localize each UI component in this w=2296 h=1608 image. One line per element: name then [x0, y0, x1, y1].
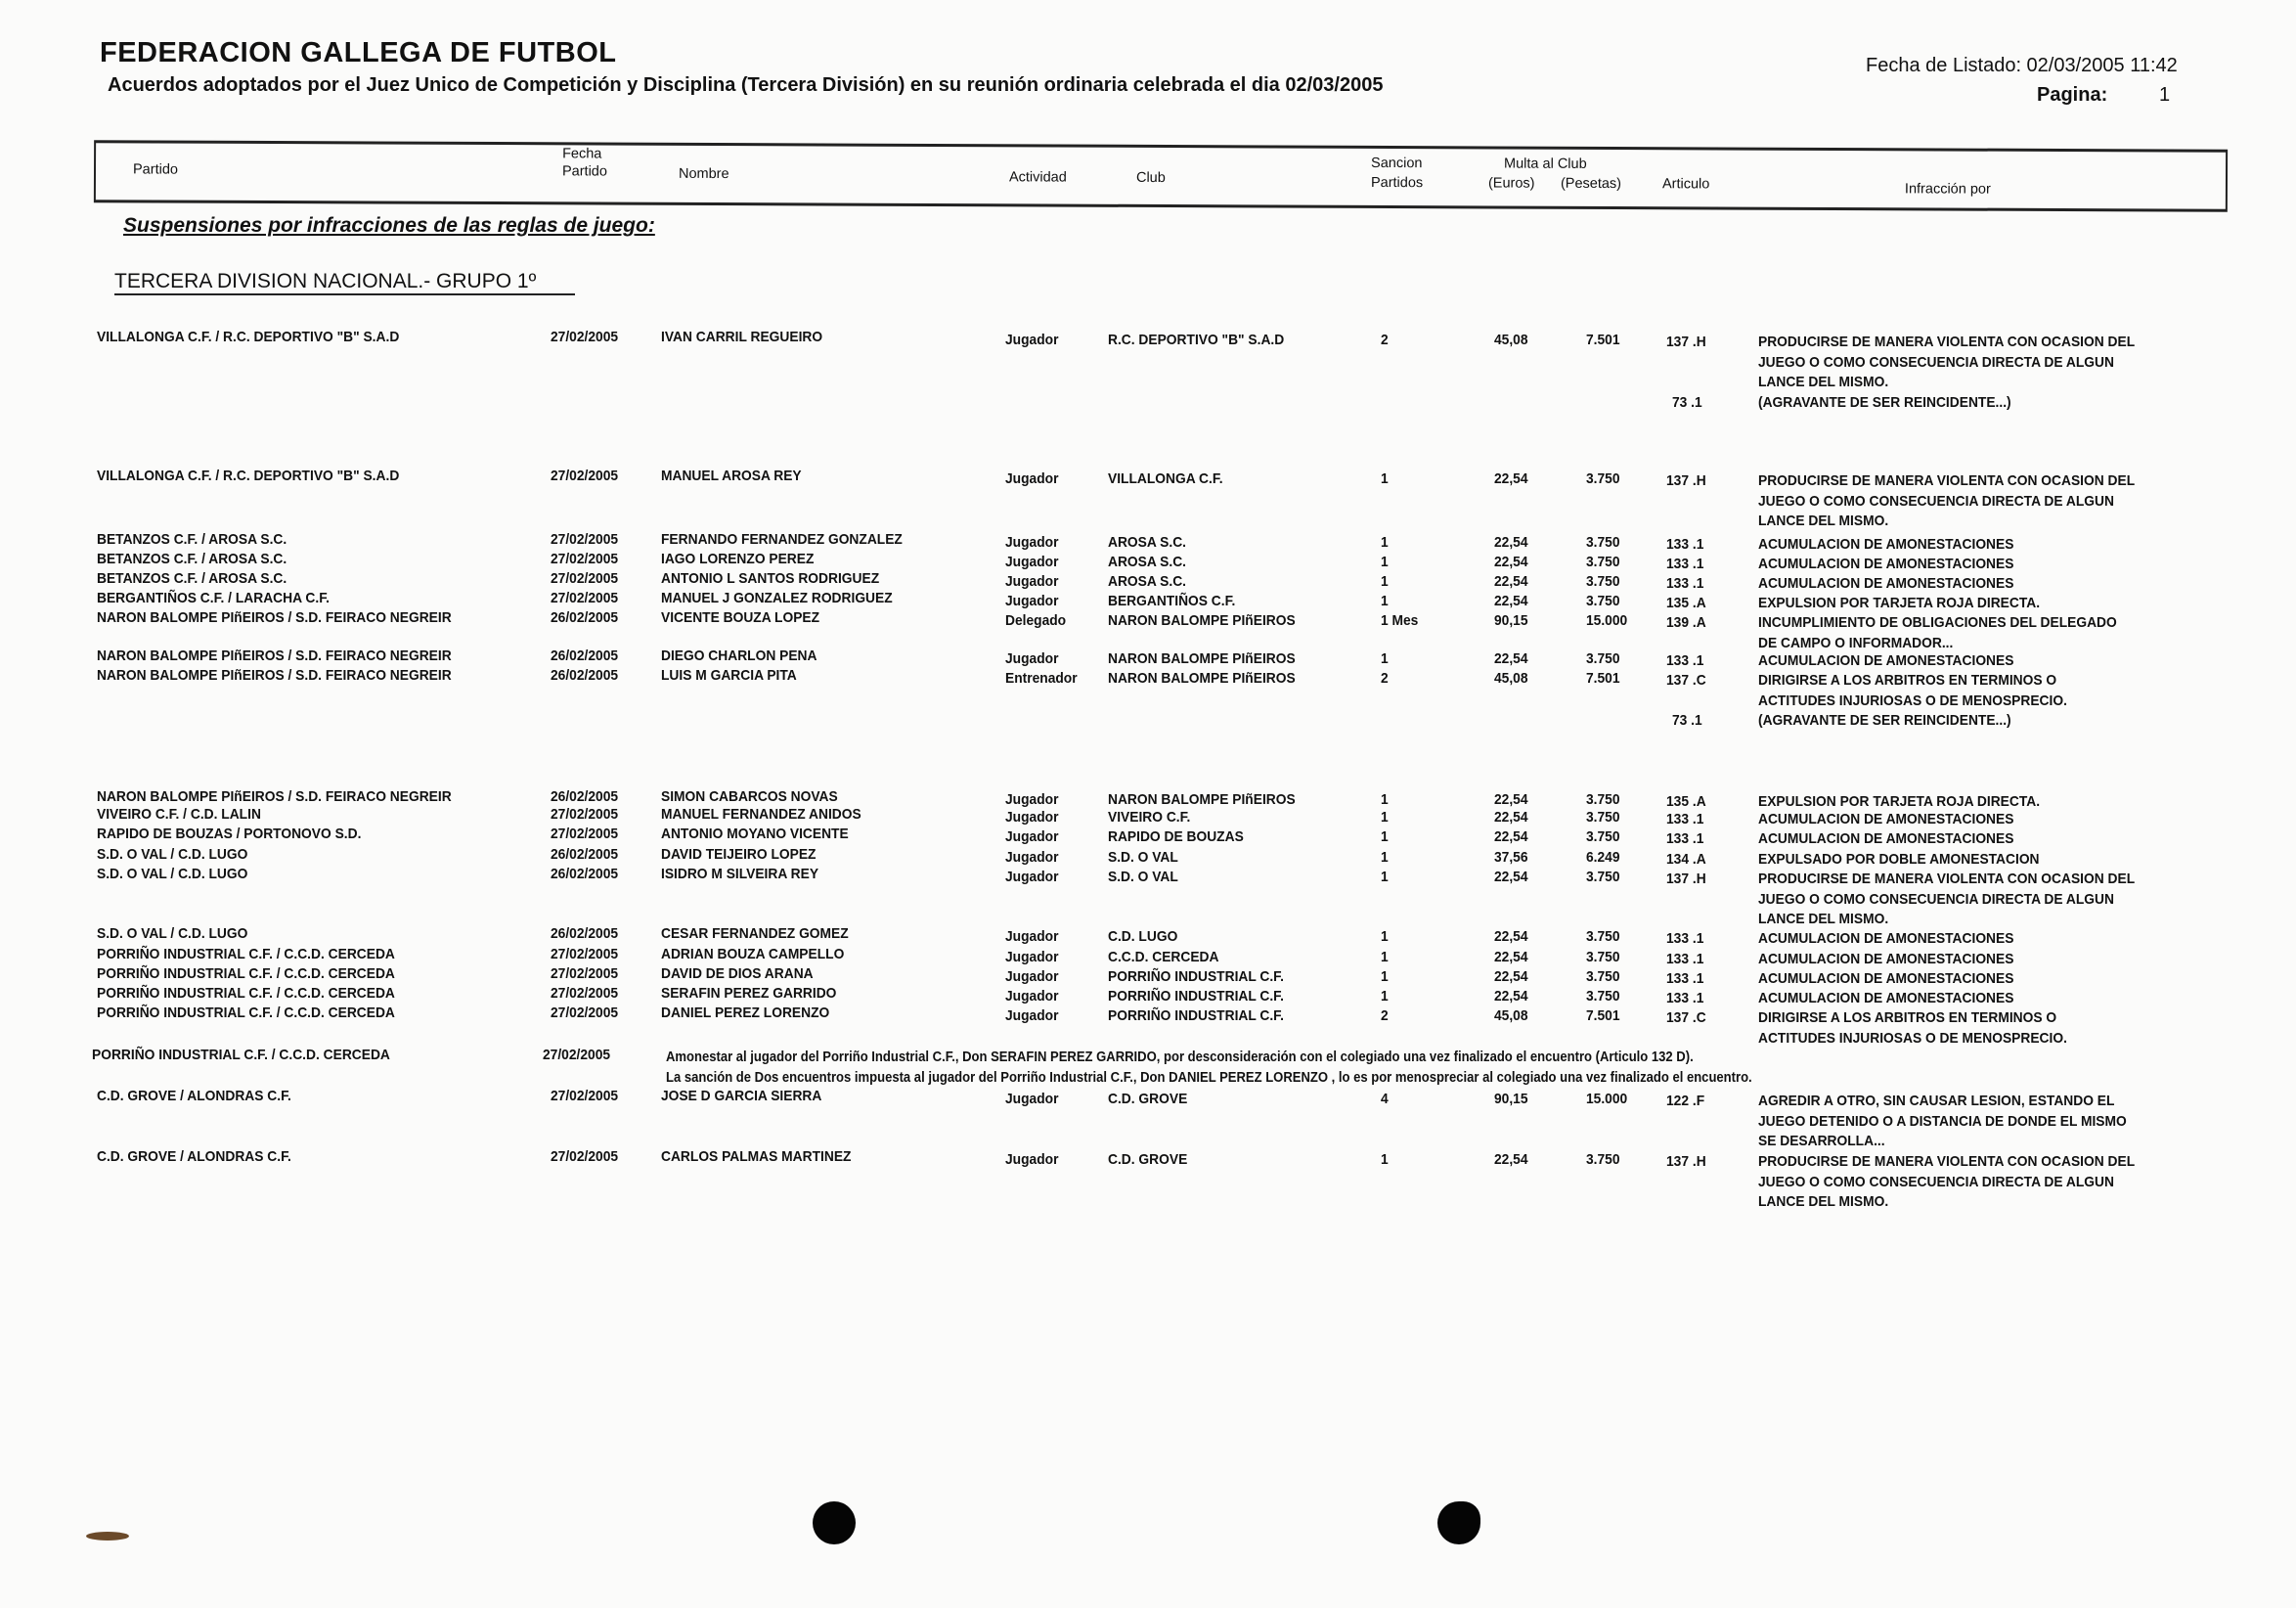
cell-infraccion-line: DIRIGIRSE A LOS ARBITROS EN TERMINOS O — [1758, 672, 2057, 689]
cell-sancion: 1 — [1381, 849, 1389, 866]
cell-actividad: Jugador — [1005, 849, 1059, 866]
cell-euros: 22,54 — [1494, 534, 1528, 551]
cell-partido: PORRIÑO INDUSTRIAL C.F. / C.C.D. CERCEDA — [97, 985, 395, 1002]
cell-infraccion-line: JUEGO O COMO CONSECUENCIA DIRECTA DE ALGUN — [1758, 890, 2114, 908]
cell-actividad: Jugador — [1005, 928, 1059, 945]
note-line: La sanción de Dos encuentros impuesta al jugador del Porriño Industrial C.F., Don DANIEL PEREZ LORENZO , lo es por menospreciar al colegiado una vez finalizado el encuentro. — [666, 1070, 1752, 1086]
punch-hole — [813, 1501, 856, 1544]
federation-title: FEDERACION GALLEGA DE FUTBOL — [100, 37, 617, 68]
cell-infraccion-line: ACUMULACION DE AMONESTACIONES — [1758, 811, 2014, 827]
cell-club: AROSA S.C. — [1108, 534, 1186, 551]
cell-sancion: 1 — [1381, 650, 1389, 667]
cell-infraccion-line: PRODUCIRSE DE MANERA VIOLENTA CON OCASION DEL — [1758, 871, 2136, 887]
cell-club: S.D. O VAL — [1108, 849, 1178, 866]
cell-euros: 90,15 — [1494, 1091, 1528, 1107]
cell-sancion: 1 — [1381, 809, 1389, 826]
note-partido: PORRIÑO INDUSTRIAL C.F. / C.C.D. CERCEDA — [92, 1047, 390, 1063]
cell-pesetas: 3.750 — [1586, 593, 1620, 609]
cell-partido: C.D. GROVE / ALONDRAS C.F. — [97, 1088, 291, 1104]
cell-sancion: 1 — [1381, 1151, 1389, 1168]
cell-euros: 22,54 — [1494, 470, 1528, 487]
cell-euros: 22,54 — [1494, 968, 1528, 985]
cell-infraccion-line: ACUMULACION DE AMONESTACIONES — [1758, 575, 2014, 592]
cell-articulo: 137 .H — [1666, 1153, 1706, 1170]
cell-fecha: 27/02/2005 — [551, 329, 619, 345]
cell-infraccion-line: (AGRAVANTE DE SER REINCIDENTE...) — [1758, 393, 2011, 411]
cell-nombre: DIEGO CHARLON PENA — [661, 648, 817, 664]
cell-sancion: 1 Mes — [1381, 612, 1419, 629]
cell-sancion: 1 — [1381, 928, 1389, 945]
cell-infraccion-line: DIRIGIRSE A LOS ARBITROS EN TERMINOS O — [1758, 1009, 2057, 1026]
cell-sancion: 1 — [1381, 593, 1389, 609]
cell-infraccion-line: PRODUCIRSE DE MANERA VIOLENTA CON OCASION DEL — [1758, 472, 2136, 489]
cell-euros: 45,08 — [1494, 1007, 1528, 1024]
cell-club: S.D. O VAL — [1108, 869, 1178, 885]
cell-euros: 22,54 — [1494, 791, 1528, 808]
cell-pesetas: 3.750 — [1586, 968, 1620, 985]
cell-articulo: 133 .1 — [1666, 652, 1704, 669]
cell-sancion: 2 — [1381, 1007, 1389, 1024]
cell-club: VILLALONGA C.F. — [1108, 470, 1223, 487]
note-line: Amonestar al jugador del Porriño Industrial C.F., Don SERAFIN PEREZ GARRIDO, por desconsideración con el colegiado una vez finalizado el encuentro (Articulo 132 D). — [666, 1050, 1694, 1065]
cell-sancion: 1 — [1381, 869, 1389, 885]
cell-infraccion-line: DE CAMPO O INFORMADOR... — [1758, 634, 1954, 651]
cell-articulo: 73 .1 — [1672, 712, 1702, 729]
cell-actividad: Jugador — [1005, 949, 1059, 965]
cell-nombre: LUIS M GARCIA PITA — [661, 667, 797, 684]
cell-infraccion-line: ACUMULACION DE AMONESTACIONES — [1758, 930, 2014, 947]
cell-sancion: 1 — [1381, 988, 1389, 1005]
cell-infraccion-line: (AGRAVANTE DE SER REINCIDENTE...) — [1758, 712, 2011, 729]
cell-euros: 22,54 — [1494, 988, 1528, 1005]
cell-club: R.C. DEPORTIVO "B" S.A.D — [1108, 332, 1285, 348]
cell-pesetas: 3.750 — [1586, 470, 1620, 487]
listing-date: Fecha de Listado: 02/03/2005 11:42 — [1866, 55, 2178, 76]
cell-sancion: 1 — [1381, 791, 1389, 808]
cell-club: NARON BALOMPE PIñEIROS — [1108, 612, 1296, 629]
cell-club: C.C.D. CERCEDA — [1108, 949, 1219, 965]
cell-infraccion-line: ACTITUDES INJURIOSAS O DE MENOSPRECIO. — [1758, 692, 2067, 709]
cell-pesetas: 3.750 — [1586, 949, 1620, 965]
cell-partido: PORRIÑO INDUSTRIAL C.F. / C.C.D. CERCEDA — [97, 965, 395, 982]
cell-nombre: CESAR FERNANDEZ GOMEZ — [661, 925, 849, 942]
cell-infraccion-line: SE DESARROLLA... — [1758, 1133, 1885, 1149]
cell-nombre: DANIEL PEREZ LORENZO — [661, 1005, 830, 1021]
cell-nombre: SERAFIN PEREZ GARRIDO — [661, 985, 837, 1002]
cell-infraccion-line: JUEGO O COMO CONSECUENCIA DIRECTA DE ALGUN — [1758, 353, 2114, 371]
cell-nombre: ADRIAN BOUZA CAMPELLO — [661, 946, 845, 962]
col-articulo: Articulo — [1661, 176, 1710, 193]
col-club: Club — [1135, 169, 1166, 187]
cell-nombre: SIMON CABARCOS NOVAS — [661, 788, 838, 805]
group-title: TERCERA DIVISION NACIONAL.- GRUPO 1º — [114, 270, 575, 295]
cell-fecha: 27/02/2005 — [551, 468, 619, 484]
cell-pesetas: 3.750 — [1586, 650, 1620, 667]
cell-articulo: 133 .1 — [1666, 930, 1704, 947]
cell-articulo: 133 .1 — [1666, 970, 1704, 987]
cell-nombre: MANUEL AROSA REY — [661, 468, 802, 484]
page-label: Pagina: — [2037, 84, 2108, 106]
document-subtitle: Acuerdos adoptados por el Juez Unico de Competición y Disciplina (Tercera División) en su reunión ordinaria celebrada el dia 02/03/2005 — [108, 74, 1384, 96]
cell-infraccion-line: EXPULSION POR TARJETA ROJA DIRECTA. — [1758, 595, 2041, 611]
cell-fecha: 26/02/2005 — [551, 925, 619, 942]
cell-infraccion-line: PRODUCIRSE DE MANERA VIOLENTA CON OCASION DEL — [1758, 334, 2136, 350]
cell-pesetas: 3.750 — [1586, 809, 1620, 826]
cell-club: AROSA S.C. — [1108, 573, 1186, 590]
cell-infraccion-line: PRODUCIRSE DE MANERA VIOLENTA CON OCASION DEL — [1758, 1153, 2136, 1170]
cell-actividad: Jugador — [1005, 573, 1059, 590]
cell-articulo: 137 .H — [1666, 334, 1706, 350]
cell-infraccion-line: INCUMPLIMIENTO DE OBLIGACIONES DEL DELEGADO — [1758, 614, 2117, 631]
page-number: 1 — [2159, 84, 2171, 106]
cell-club: BERGANTIÑOS C.F. — [1108, 593, 1236, 609]
cell-infraccion-line: ACUMULACION DE AMONESTACIONES — [1758, 556, 2014, 572]
col-partido: Partido — [132, 161, 179, 178]
cell-club: NARON BALOMPE PIñEIROS — [1108, 650, 1296, 667]
paper-stain — [86, 1532, 129, 1541]
cell-articulo: 133 .1 — [1666, 811, 1704, 827]
cell-club: PORRIÑO INDUSTRIAL C.F. — [1108, 988, 1284, 1005]
cell-articulo: 133 .1 — [1666, 830, 1704, 847]
cell-club: PORRIÑO INDUSTRIAL C.F. — [1108, 968, 1284, 985]
cell-fecha: 27/02/2005 — [551, 570, 619, 587]
cell-partido: VILLALONGA C.F. / R.C. DEPORTIVO "B" S.A.D — [97, 329, 400, 345]
cell-euros: 22,54 — [1494, 828, 1528, 845]
cell-sancion: 4 — [1381, 1091, 1389, 1107]
col-multa: Multa al Club — [1504, 156, 1587, 172]
cell-euros: 37,56 — [1494, 849, 1528, 866]
col-pesetas: (Pesetas) — [1560, 175, 1622, 193]
cell-actividad: Jugador — [1005, 828, 1059, 845]
cell-partido: BETANZOS C.F. / AROSA S.C. — [97, 531, 287, 548]
cell-partido: C.D. GROVE / ALONDRAS C.F. — [97, 1148, 291, 1165]
cell-nombre: IAGO LORENZO PEREZ — [661, 551, 815, 567]
cell-club: C.D. LUGO — [1108, 928, 1178, 945]
cell-partido: S.D. O VAL / C.D. LUGO — [97, 846, 248, 863]
cell-partido: S.D. O VAL / C.D. LUGO — [97, 866, 248, 882]
cell-euros: 45,08 — [1494, 332, 1528, 348]
cell-euros: 22,54 — [1494, 573, 1528, 590]
cell-articulo: 137 .C — [1666, 672, 1706, 689]
col-actividad: Actividad — [1008, 169, 1067, 186]
cell-nombre: CARLOS PALMAS MARTINEZ — [661, 1148, 852, 1165]
cell-euros: 22,54 — [1494, 650, 1528, 667]
col-sancion-2: Partidos — [1370, 174, 1424, 192]
cell-actividad: Jugador — [1005, 554, 1059, 570]
cell-infraccion-line: AGREDIR A OTRO, SIN CAUSAR LESION, ESTANDO EL — [1758, 1093, 2115, 1109]
cell-infraccion-line: JUEGO O COMO CONSECUENCIA DIRECTA DE ALGUN — [1758, 492, 2114, 510]
cell-fecha: 27/02/2005 — [551, 965, 619, 982]
cell-euros: 22,54 — [1494, 1151, 1528, 1168]
cell-euros: 45,08 — [1494, 670, 1528, 687]
cell-articulo: 133 .1 — [1666, 556, 1704, 572]
cell-fecha: 27/02/2005 — [551, 1148, 619, 1165]
cell-infraccion-line: ACUMULACION DE AMONESTACIONES — [1758, 652, 2014, 669]
cell-partido: NARON BALOMPE PIñEIROS / S.D. FEIRACO NEGREIR — [97, 609, 452, 626]
cell-club: VIVEIRO C.F. — [1108, 809, 1191, 826]
cell-articulo: 137 .C — [1666, 1009, 1706, 1026]
cell-nombre: VICENTE BOUZA LOPEZ — [661, 609, 820, 626]
col-nombre: Nombre — [678, 165, 729, 183]
cell-partido: PORRIÑO INDUSTRIAL C.F. / C.C.D. CERCEDA — [97, 1005, 395, 1021]
cell-fecha: 26/02/2005 — [551, 609, 619, 626]
cell-infraccion-line: LANCE DEL MISMO. — [1758, 1193, 1889, 1210]
cell-articulo: 133 .1 — [1666, 990, 1704, 1006]
cell-partido: BETANZOS C.F. / AROSA S.C. — [97, 551, 287, 567]
cell-partido: NARON BALOMPE PIñEIROS / S.D. FEIRACO NEGREIR — [97, 648, 452, 664]
cell-actividad: Entrenador — [1005, 670, 1078, 687]
cell-infraccion-line: ACUMULACION DE AMONESTACIONES — [1758, 990, 2014, 1006]
cell-pesetas: 6.249 — [1586, 849, 1620, 866]
punch-hole — [1437, 1501, 1480, 1544]
cell-infraccion-line: JUEGO DETENIDO O A DISTANCIA DE DONDE EL MISMO — [1758, 1112, 2127, 1130]
cell-nombre: DAVID TEIJEIRO LOPEZ — [661, 846, 817, 863]
cell-partido: RAPIDO DE BOUZAS / PORTONOVO S.D. — [97, 826, 362, 842]
cell-sancion: 1 — [1381, 534, 1389, 551]
cell-pesetas: 3.750 — [1586, 928, 1620, 945]
cell-fecha: 26/02/2005 — [551, 866, 619, 882]
cell-actividad: Jugador — [1005, 1091, 1059, 1107]
cell-pesetas: 3.750 — [1586, 791, 1620, 808]
cell-fecha: 26/02/2005 — [551, 667, 619, 684]
cell-club: AROSA S.C. — [1108, 554, 1186, 570]
cell-partido: BERGANTIÑOS C.F. / LARACHA C.F. — [97, 590, 330, 606]
col-sancion-1: Sancion — [1371, 155, 1423, 172]
cell-actividad: Jugador — [1005, 791, 1059, 808]
cell-articulo: 73 .1 — [1672, 393, 1702, 411]
cell-nombre: ISIDRO M SILVEIRA REY — [661, 866, 819, 882]
cell-fecha: 26/02/2005 — [551, 648, 619, 664]
column-header-box — [94, 140, 2228, 212]
cell-pesetas: 7.501 — [1586, 1007, 1620, 1024]
cell-infraccion-line: EXPULSION POR TARJETA ROJA DIRECTA. — [1758, 793, 2041, 810]
cell-actividad: Jugador — [1005, 534, 1059, 551]
cell-pesetas: 3.750 — [1586, 869, 1620, 885]
cell-nombre: JOSE D GARCIA SIERRA — [661, 1088, 822, 1104]
col-infraccion: Infracción por — [1904, 181, 1991, 198]
cell-pesetas: 3.750 — [1586, 988, 1620, 1005]
cell-fecha: 27/02/2005 — [551, 1088, 619, 1104]
cell-nombre: FERNANDO FERNANDEZ GONZALEZ — [661, 531, 903, 548]
cell-sancion: 1 — [1381, 828, 1389, 845]
cell-infraccion-line: ACTITUDES INJURIOSAS O DE MENOSPRECIO. — [1758, 1029, 2067, 1047]
cell-sancion: 2 — [1381, 332, 1389, 348]
section-title: Suspensiones por infracciones de las reglas de juego: — [123, 214, 655, 237]
cell-club: RAPIDO DE BOUZAS — [1108, 828, 1244, 845]
cell-sancion: 1 — [1381, 968, 1389, 985]
col-euros: (Euros) — [1487, 175, 1535, 192]
cell-infraccion-line: EXPULSADO POR DOBLE AMONESTACION — [1758, 851, 2040, 868]
cell-actividad: Delegado — [1005, 612, 1067, 629]
cell-articulo: 135 .A — [1666, 595, 1706, 611]
cell-actividad: Jugador — [1005, 650, 1059, 667]
cell-pesetas: 15.000 — [1586, 1091, 1628, 1107]
cell-articulo: 139 .A — [1666, 614, 1706, 631]
cell-pesetas: 3.750 — [1586, 573, 1620, 590]
cell-articulo: 134 .A — [1666, 851, 1706, 868]
cell-nombre: ANTONIO L SANTOS RODRIGUEZ — [661, 570, 880, 587]
cell-infraccion-line: LANCE DEL MISMO. — [1758, 513, 1889, 529]
cell-articulo: 122 .F — [1666, 1093, 1705, 1109]
cell-sancion: 1 — [1381, 470, 1389, 487]
cell-actividad: Jugador — [1005, 470, 1059, 487]
col-fecha-2: Partido — [561, 163, 608, 180]
cell-infraccion-line: LANCE DEL MISMO. — [1758, 374, 1889, 390]
cell-pesetas: 3.750 — [1586, 1151, 1620, 1168]
cell-infraccion-line: ACUMULACION DE AMONESTACIONES — [1758, 970, 2014, 987]
cell-euros: 22,54 — [1494, 593, 1528, 609]
cell-euros: 22,54 — [1494, 554, 1528, 570]
cell-infraccion-line: JUEGO O COMO CONSECUENCIA DIRECTA DE ALGUN — [1758, 1173, 2114, 1190]
cell-nombre: MANUEL J GONZALEZ RODRIGUEZ — [661, 590, 893, 606]
cell-fecha: 27/02/2005 — [551, 826, 619, 842]
cell-euros: 22,54 — [1494, 928, 1528, 945]
cell-sancion: 2 — [1381, 670, 1389, 687]
cell-nombre: ANTONIO MOYANO VICENTE — [661, 826, 849, 842]
cell-pesetas: 7.501 — [1586, 670, 1620, 687]
cell-fecha: 27/02/2005 — [551, 985, 619, 1002]
cell-pesetas: 7.501 — [1586, 332, 1620, 348]
cell-articulo: 137 .H — [1666, 472, 1706, 489]
cell-actividad: Jugador — [1005, 1007, 1059, 1024]
cell-pesetas: 3.750 — [1586, 554, 1620, 570]
cell-partido: NARON BALOMPE PIñEIROS / S.D. FEIRACO NEGREIR — [97, 667, 452, 684]
cell-infraccion-line: ACUMULACION DE AMONESTACIONES — [1758, 536, 2014, 553]
cell-sancion: 1 — [1381, 949, 1389, 965]
cell-infraccion-line: ACUMULACION DE AMONESTACIONES — [1758, 830, 2014, 847]
cell-fecha: 27/02/2005 — [551, 806, 619, 823]
cell-actividad: Jugador — [1005, 332, 1059, 348]
cell-fecha: 27/02/2005 — [551, 590, 619, 606]
cell-actividad: Jugador — [1005, 593, 1059, 609]
cell-articulo: 135 .A — [1666, 793, 1706, 810]
cell-actividad: Jugador — [1005, 869, 1059, 885]
cell-euros: 90,15 — [1494, 612, 1528, 629]
cell-actividad: Jugador — [1005, 809, 1059, 826]
cell-fecha: 27/02/2005 — [551, 551, 619, 567]
cell-partido: VILLALONGA C.F. / R.C. DEPORTIVO "B" S.A.D — [97, 468, 400, 484]
cell-partido: VIVEIRO C.F. / C.D. LALIN — [97, 806, 261, 823]
cell-pesetas: 3.750 — [1586, 534, 1620, 551]
cell-euros: 22,54 — [1494, 869, 1528, 885]
cell-fecha: 27/02/2005 — [551, 531, 619, 548]
cell-euros: 22,54 — [1494, 809, 1528, 826]
col-fecha-1: Fecha — [562, 146, 602, 162]
cell-fecha: 27/02/2005 — [551, 1005, 619, 1021]
cell-articulo: 133 .1 — [1666, 575, 1704, 592]
cell-club: C.D. GROVE — [1108, 1151, 1188, 1168]
cell-nombre: DAVID DE DIOS ARANA — [661, 965, 814, 982]
cell-nombre: MANUEL FERNANDEZ ANIDOS — [661, 806, 861, 823]
cell-club: PORRIÑO INDUSTRIAL C.F. — [1108, 1007, 1284, 1024]
cell-nombre: IVAN CARRIL REGUEIRO — [661, 329, 823, 345]
cell-actividad: Jugador — [1005, 988, 1059, 1005]
cell-club: NARON BALOMPE PIñEIROS — [1108, 670, 1296, 687]
note-fecha: 27/02/2005 — [543, 1047, 611, 1063]
cell-pesetas: 15.000 — [1586, 612, 1628, 629]
cell-euros: 22,54 — [1494, 949, 1528, 965]
cell-pesetas: 3.750 — [1586, 828, 1620, 845]
cell-partido: NARON BALOMPE PIñEIROS / S.D. FEIRACO NEGREIR — [97, 788, 452, 805]
cell-actividad: Jugador — [1005, 968, 1059, 985]
cell-articulo: 133 .1 — [1666, 951, 1704, 967]
cell-fecha: 26/02/2005 — [551, 788, 619, 805]
cell-fecha: 27/02/2005 — [551, 946, 619, 962]
cell-articulo: 137 .H — [1666, 871, 1706, 887]
cell-sancion: 1 — [1381, 554, 1389, 570]
cell-articulo: 133 .1 — [1666, 536, 1704, 553]
cell-infraccion-line: LANCE DEL MISMO. — [1758, 911, 1889, 927]
cell-partido: BETANZOS C.F. / AROSA S.C. — [97, 570, 287, 587]
cell-fecha: 26/02/2005 — [551, 846, 619, 863]
cell-club: C.D. GROVE — [1108, 1091, 1188, 1107]
cell-club: NARON BALOMPE PIñEIROS — [1108, 791, 1296, 808]
cell-infraccion-line: ACUMULACION DE AMONESTACIONES — [1758, 951, 2014, 967]
cell-sancion: 1 — [1381, 573, 1389, 590]
cell-partido: PORRIÑO INDUSTRIAL C.F. / C.C.D. CERCEDA — [97, 946, 395, 962]
cell-partido: S.D. O VAL / C.D. LUGO — [97, 925, 248, 942]
cell-actividad: Jugador — [1005, 1151, 1059, 1168]
